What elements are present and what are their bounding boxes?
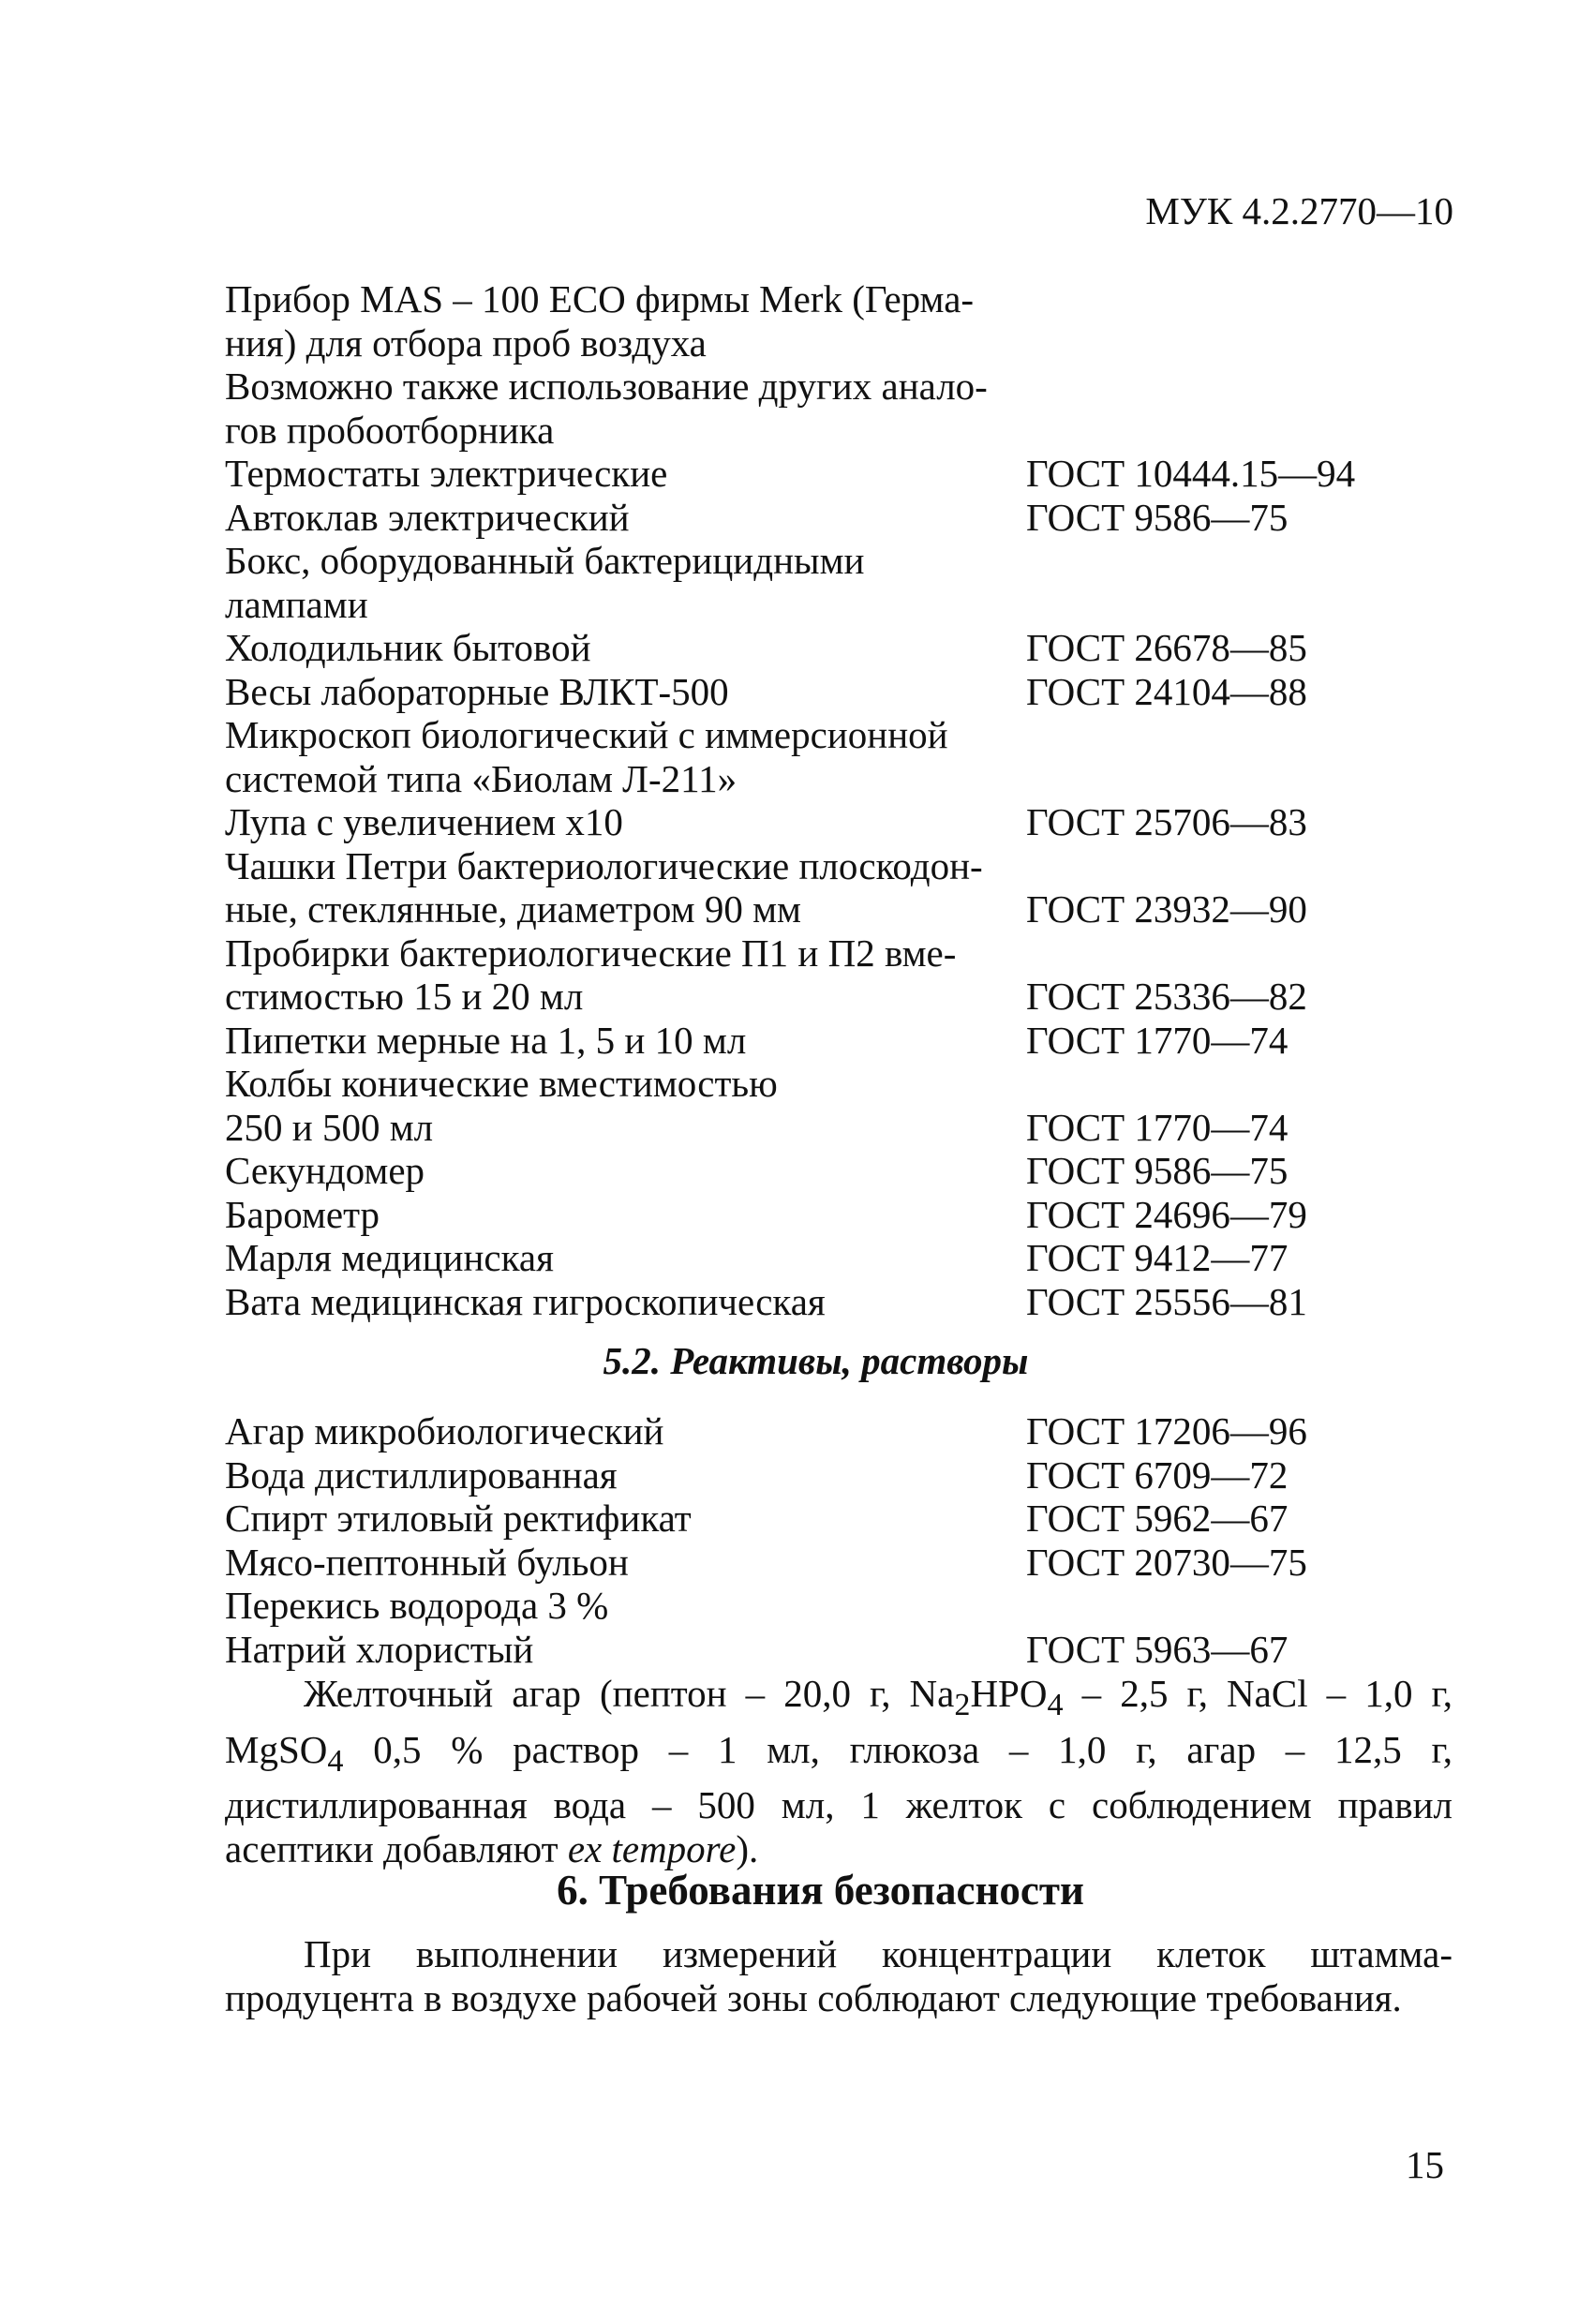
reagent-line (225, 1628, 1462, 1672)
yolk-agar-text-2: HPO (970, 1672, 1048, 1715)
gost-reference: ГОСТ 26678—85 (1026, 626, 1307, 669)
equipment-line (225, 800, 1462, 844)
equipment-name: Пробирки бактериологические П1 и П2 вме- (225, 931, 957, 975)
equipment-name: ные, стеклянные, диаметром 90 мм (225, 887, 801, 931)
equipment-name: Секундомер (225, 1149, 425, 1192)
equipment-line (225, 321, 1462, 365)
gost-reference: ГОСТ 23932—90 (1026, 887, 1307, 931)
equipment-line (225, 583, 1462, 627)
gost-reference: ГОСТ 25706—83 (1026, 800, 1307, 843)
yolk-agar-text-4: 0,5 % раствор – 1 мл, глюкоза – 1,0 г, агар – 12,5 г, дистиллированная вода – 500 мл, 1 желток с соблюдением правил асептики добавляют (225, 1727, 1452, 1870)
gost-reference: ГОСТ 5962—67 (1026, 1497, 1289, 1540)
reagents-heading-text: 5.2. Реактивы, растворы (603, 1339, 1029, 1382)
yolk-agar-text-1: Желточный агар (пептон – 20,0 г, Na (304, 1672, 955, 1715)
equipment-name: Лупа с увеличением х10 (225, 800, 623, 843)
equipment-name: Термостаты электрические (225, 452, 668, 495)
equipment-name: Вата медицинская гигроскопическая (225, 1279, 826, 1323)
equipment-line (225, 496, 1462, 540)
gost-reference: ГОСТ 24104—88 (1026, 669, 1307, 713)
gost-reference: ГОСТ 25556—81 (1026, 1279, 1307, 1323)
reagent-name: Мясо-пептонный бульон (225, 1540, 629, 1584)
equipment-list (225, 277, 1462, 1323)
equipment-name: Марля медицинская (225, 1236, 554, 1279)
reagent-name: Спирт этиловый ректификат (225, 1497, 692, 1540)
yolk-agar-text-5: ). (736, 1826, 759, 1870)
equipment-line (225, 1019, 1462, 1063)
equipment-name: Пипетки мерные на 1, 5 и 10 мл (225, 1018, 747, 1062)
equipment-line (225, 409, 1462, 453)
equipment-name: ния) для отбора проб воздуха (225, 320, 707, 365)
equipment-name: Колбы конические вместимостью (225, 1062, 778, 1105)
page-number: 15 (1406, 2143, 1444, 2186)
equipment-name: Прибор MAS – 100 ECO фирмы Merk (Герма- (225, 277, 975, 320)
equipment-name: системой типа «Биолам Л-211» (225, 756, 737, 800)
equipment-name: Чашки Петри бактериологические плоскодон- (225, 843, 983, 887)
equipment-name: стимостью 15 и 20 мл (225, 975, 584, 1018)
reagent-line (225, 1453, 1462, 1497)
gost-reference: ГОСТ 9586—75 (1026, 495, 1289, 539)
yolk-agar-paragraph (225, 1672, 1452, 1870)
reagent-name: Агар микробиологический (225, 1409, 664, 1452)
equipment-line (225, 626, 1462, 670)
equipment-line (225, 670, 1462, 714)
equipment-name: лампами (225, 582, 368, 626)
equipment-name: Холодильник бытовой (225, 626, 591, 669)
equipment-name: Автоклав электрический (225, 495, 630, 539)
yolk-agar-text-3: – 2,5 г, NaCl – 1,0 г, MgSO (225, 1672, 1452, 1771)
equipment-line (225, 1106, 1462, 1150)
reagent-name: Натрий хлористый (225, 1627, 534, 1671)
equipment-name: 250 и 500 мл (225, 1105, 434, 1149)
equipment-line (225, 1149, 1462, 1193)
section-6-title (0, 1867, 1594, 1914)
reagent-line (225, 1409, 1462, 1453)
reagents-list (225, 1409, 1462, 1671)
equipment-line (225, 975, 1462, 1019)
equipment-name: гов пробоотборника (225, 408, 555, 452)
equipment-line (225, 365, 1462, 409)
reagent-name: Вода дистиллированная (225, 1452, 618, 1497)
equipment-name: Барометр (225, 1192, 380, 1236)
gost-reference: ГОСТ 25336—82 (1026, 975, 1307, 1018)
gost-reference: ГОСТ 5963—67 (1026, 1627, 1289, 1671)
equipment-line (225, 277, 1462, 321)
equipment-line (225, 1280, 1462, 1324)
equipment-name: Весы лабораторные ВЛКТ-500 (225, 669, 729, 713)
equipment-line (225, 1193, 1462, 1237)
equipment-name: Возможно также использование других анало- (225, 365, 988, 408)
gost-reference: ГОСТ 10444.15—94 (1026, 452, 1356, 495)
gost-reference: ГОСТ 1770—74 (1026, 1105, 1289, 1149)
gost-reference: ГОСТ 1770—74 (1026, 1018, 1289, 1062)
gost-reference: ГОСТ 24696—79 (1026, 1192, 1307, 1236)
reagent-line (225, 1584, 1462, 1628)
reagent-name: Перекись водорода 3 % (225, 1584, 609, 1627)
reagent-line (225, 1541, 1462, 1585)
reagent-line (225, 1497, 1462, 1541)
subscript: 4 (327, 1743, 344, 1779)
gost-reference: ГОСТ 9412—77 (1026, 1236, 1289, 1279)
equipment-name: Бокс, оборудованный бактерицидными (225, 539, 865, 582)
gost-reference: ГОСТ 20730—75 (1026, 1540, 1307, 1584)
document-code: МУК 4.2.2770—10 (1145, 189, 1453, 232)
equipment-line (225, 1062, 1462, 1106)
equipment-line (225, 1236, 1462, 1280)
subscript: 2 (954, 1688, 971, 1723)
equipment-line (225, 452, 1462, 496)
gost-reference: ГОСТ 17206—96 (1026, 1409, 1307, 1452)
gost-reference: ГОСТ 9586—75 (1026, 1149, 1289, 1192)
gost-reference: ГОСТ 6709—72 (1026, 1452, 1289, 1497)
equipment-line (225, 887, 1462, 931)
yolk-agar-italic: ex tempore (567, 1826, 737, 1870)
equipment-line (225, 757, 1462, 801)
equipment-line (225, 539, 1462, 583)
equipment-name: Микроскоп биологический с иммерсионной (225, 713, 948, 756)
equipment-line (225, 931, 1462, 976)
reagents-heading (0, 1339, 1594, 1382)
section-6-paragraph: При выполнении измерений концентрации клеток штамма-продуцента в воздухе рабочей зоны соблюдают следующие требования. (225, 1932, 1452, 2019)
equipment-line (225, 844, 1462, 888)
equipment-line (225, 713, 1462, 757)
section-6-title-text: 6. Требования безопасности (557, 1867, 1084, 1914)
subscript: 4 (1047, 1688, 1064, 1723)
